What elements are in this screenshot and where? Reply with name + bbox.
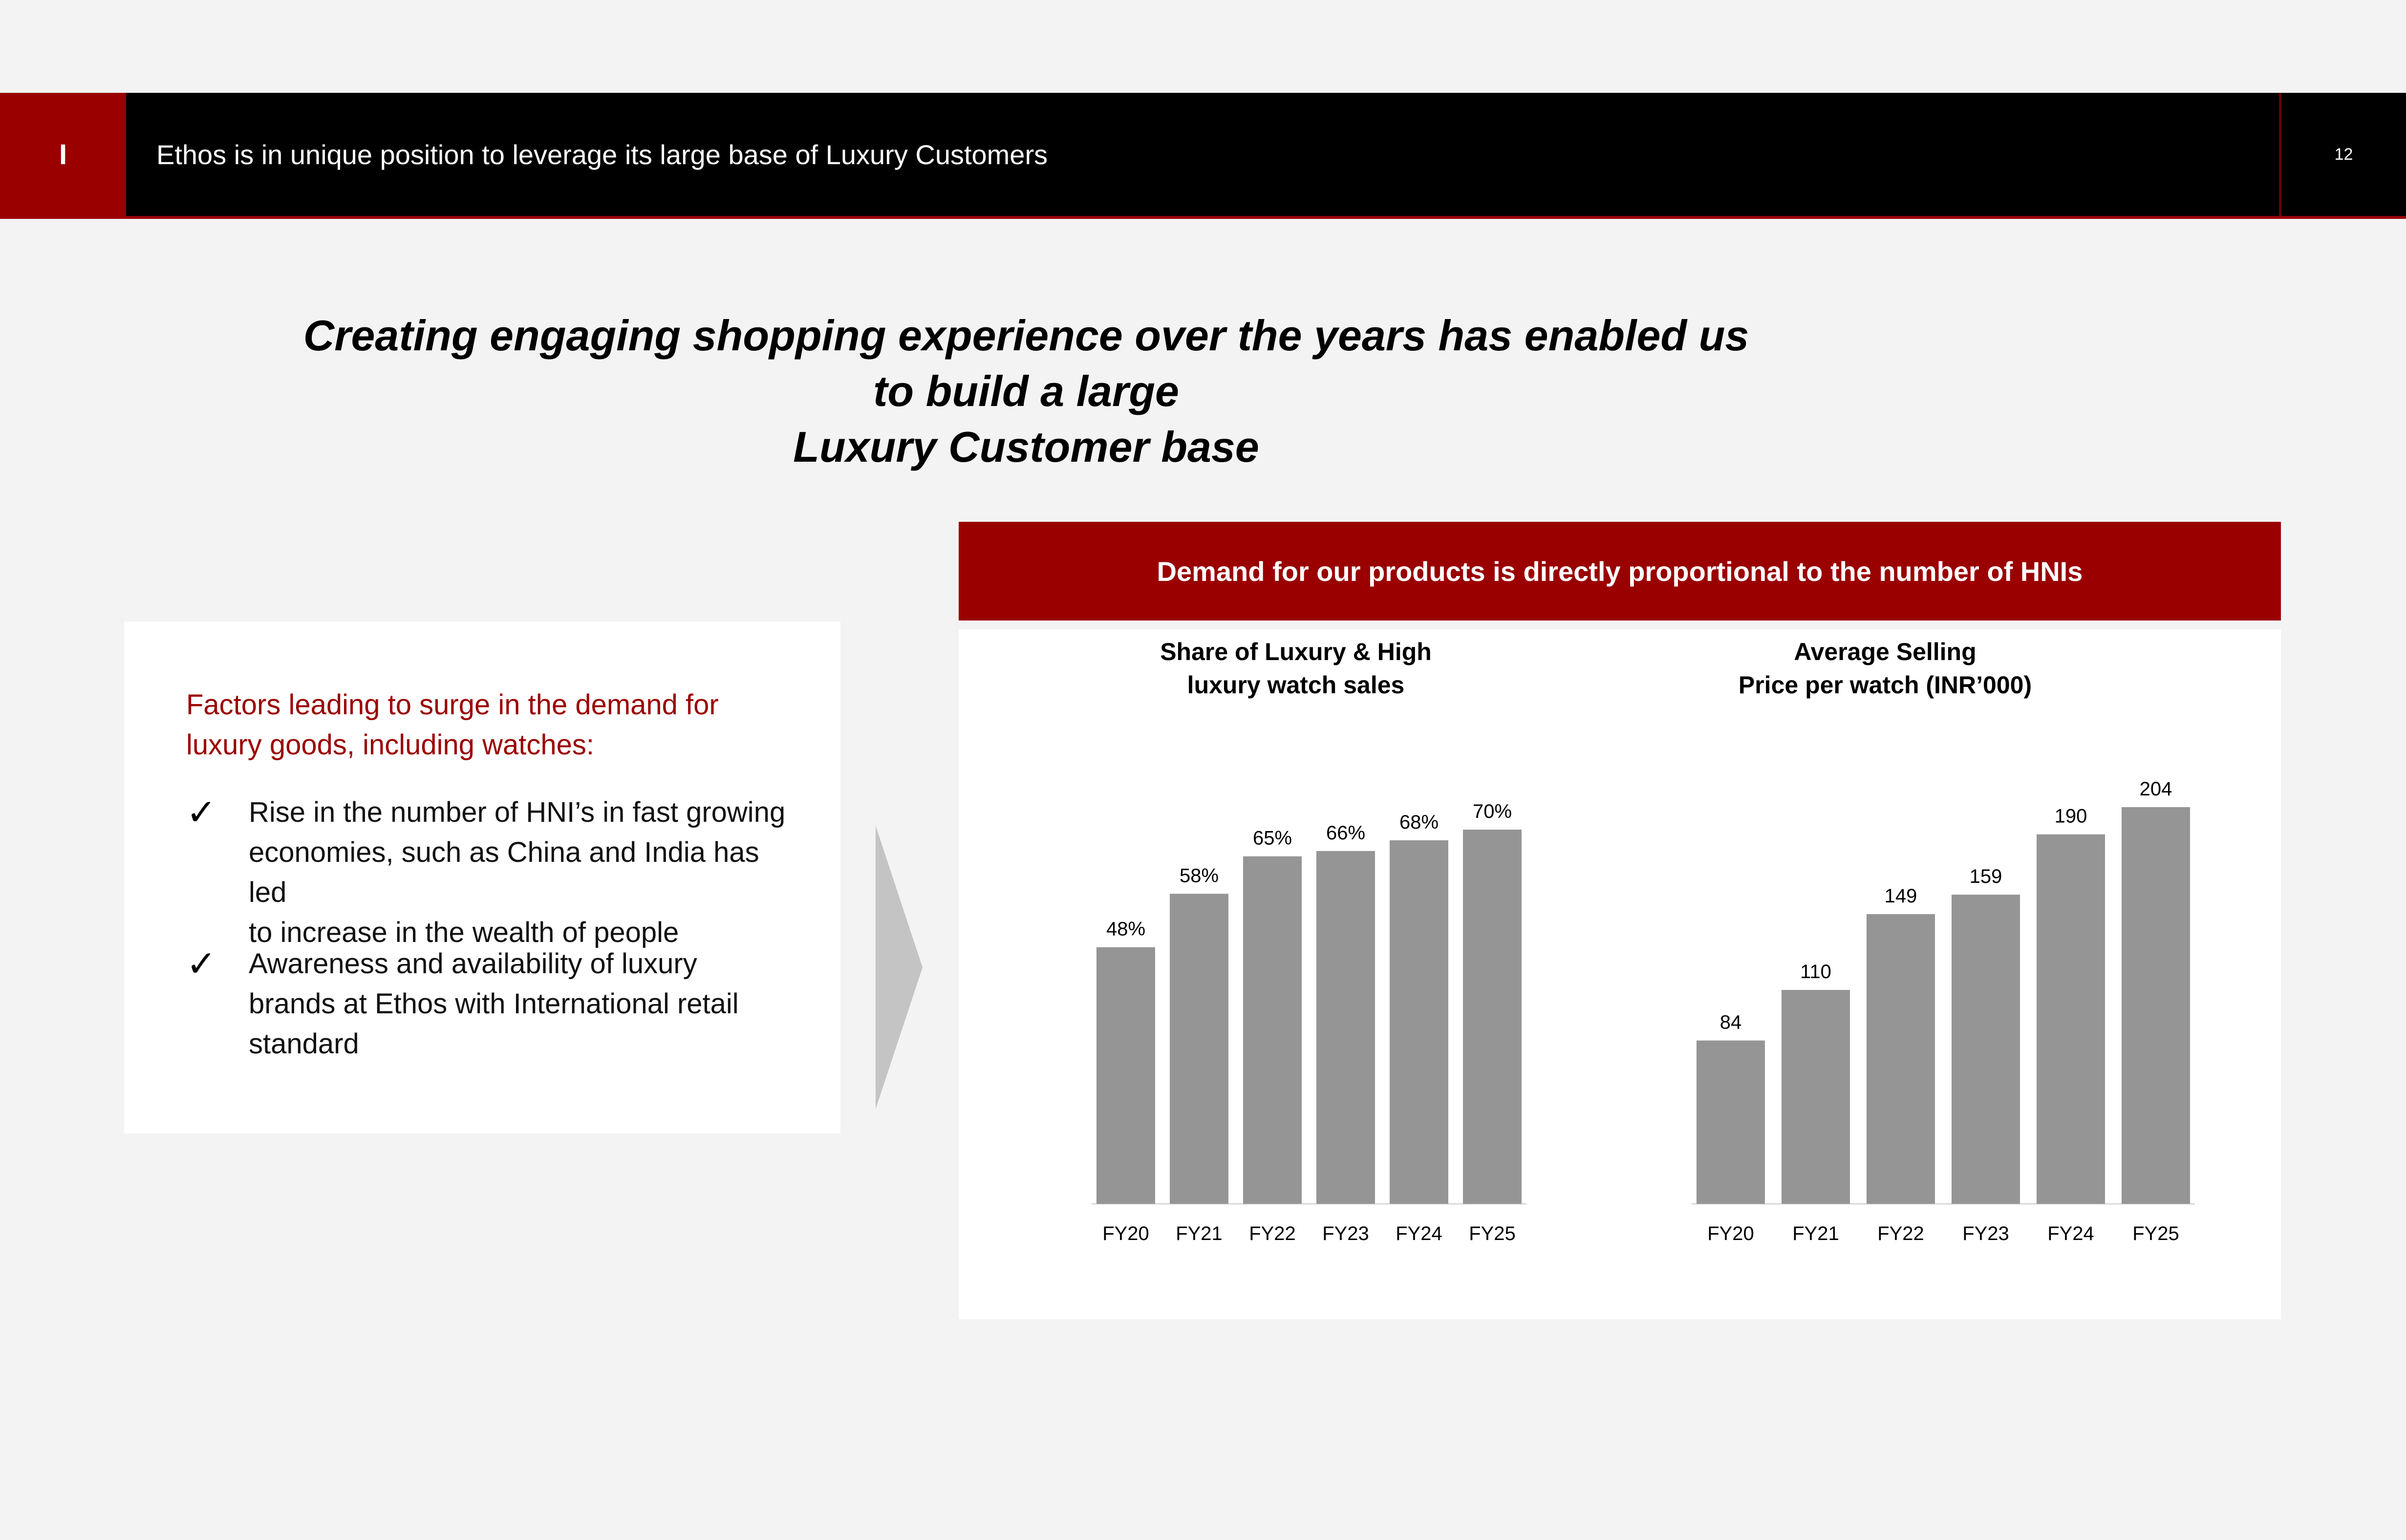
header-bar — [0, 93, 2406, 219]
bar-luxury-share-fy22 — [1243, 856, 1302, 1204]
panel-banner: Demand for our products is directly proportional to the number of HNIs — [959, 522, 2281, 620]
data-label: 110 — [1800, 961, 1831, 983]
data-label: 65% — [1252, 827, 1292, 849]
x-tick-label: FY21 — [1176, 1223, 1223, 1244]
data-label: 58% — [1179, 865, 1219, 887]
check-icon: ✓ — [186, 791, 217, 834]
chart-title-line: Average Selling — [1794, 638, 1976, 665]
data-label: 84 — [1719, 1011, 1742, 1033]
factor-text-line: standard — [249, 1028, 359, 1060]
bar-luxury-share-fy25 — [1463, 830, 1522, 1204]
factor-text-line: Awareness and availability of luxury — [249, 948, 697, 980]
x-tick-label: FY24 — [1396, 1223, 1442, 1244]
factor-text-line: brands at Ethos with International retail — [249, 988, 739, 1020]
bar-asp-fy20 — [1697, 1041, 1765, 1204]
x-tick-label: FY22 — [1249, 1223, 1296, 1244]
data-label: 159 — [1969, 866, 2002, 888]
chart-title-line: luxury watch sales — [1187, 671, 1405, 699]
x-tick-label: FY21 — [1792, 1223, 1839, 1244]
x-tick-label: FY22 — [1877, 1223, 1924, 1244]
bar-asp-fy22 — [1867, 914, 1935, 1204]
check-icon: ✓ — [186, 943, 217, 985]
bar-asp-fy24 — [2037, 834, 2105, 1204]
bar-asp-fy23 — [1952, 895, 2020, 1204]
factor-text — [249, 944, 786, 1064]
data-label: 66% — [1326, 822, 1366, 844]
factors-box — [124, 621, 840, 1134]
factor-text-line: economies, such as China and India has led — [249, 836, 759, 908]
chart-title-line: Price per watch (INR’000) — [1738, 671, 2032, 699]
chart-panel — [959, 629, 2281, 1319]
factor-text-line: Rise in the number of HNI’s in fast growing — [249, 796, 786, 828]
header-title: Ethos is in unique position to leverage its large base of Luxury Customers — [156, 139, 1048, 170]
headline-line-2: Luxury Customer base — [793, 423, 1259, 471]
x-tick-label: FY23 — [1962, 1223, 2009, 1244]
bar-asp-fy25 — [2122, 807, 2190, 1204]
page-number: 12 — [2334, 145, 2353, 164]
data-label: 68% — [1399, 811, 1439, 833]
bar-luxury-share-fy23 — [1316, 851, 1375, 1204]
chart-title-line: Share of Luxury & High — [1160, 638, 1432, 665]
data-label: 48% — [1106, 918, 1146, 940]
data-label: 70% — [1472, 801, 1512, 822]
data-label: 190 — [2054, 805, 2087, 827]
bar-luxury-share-fy20 — [1096, 947, 1155, 1204]
x-tick-label: FY23 — [1322, 1223, 1369, 1244]
bar-luxury-share-fy24 — [1390, 840, 1448, 1204]
x-tick-label: FY25 — [2132, 1223, 2179, 1244]
factor-text — [249, 792, 786, 953]
bar-luxury-share-fy21 — [1170, 894, 1228, 1204]
x-tick-label: FY20 — [1707, 1223, 1754, 1244]
chevron-right-icon — [876, 826, 923, 1109]
bar-asp-fy21 — [1782, 990, 1850, 1204]
factor-text-line: to increase in the wealth of people — [249, 917, 679, 948]
factors-heading-line-2: luxury goods, including watches: — [186, 729, 595, 761]
factors-heading-line-1: Factors leading to surge in the demand for — [186, 689, 719, 721]
headline-line-1: Creating engaging shopping experience over the years has enabled us to build a large — [303, 311, 1749, 415]
x-tick-label: FY20 — [1102, 1223, 1149, 1244]
bar-charts — [959, 629, 2281, 1319]
section-marker: I — [0, 93, 126, 216]
x-tick-label: FY25 — [1469, 1223, 1516, 1244]
headline — [293, 308, 1759, 475]
factors-heading — [186, 685, 802, 765]
data-label: 149 — [1884, 885, 1917, 907]
data-label: 204 — [2139, 778, 2172, 800]
x-tick-label: FY24 — [2047, 1223, 2094, 1244]
